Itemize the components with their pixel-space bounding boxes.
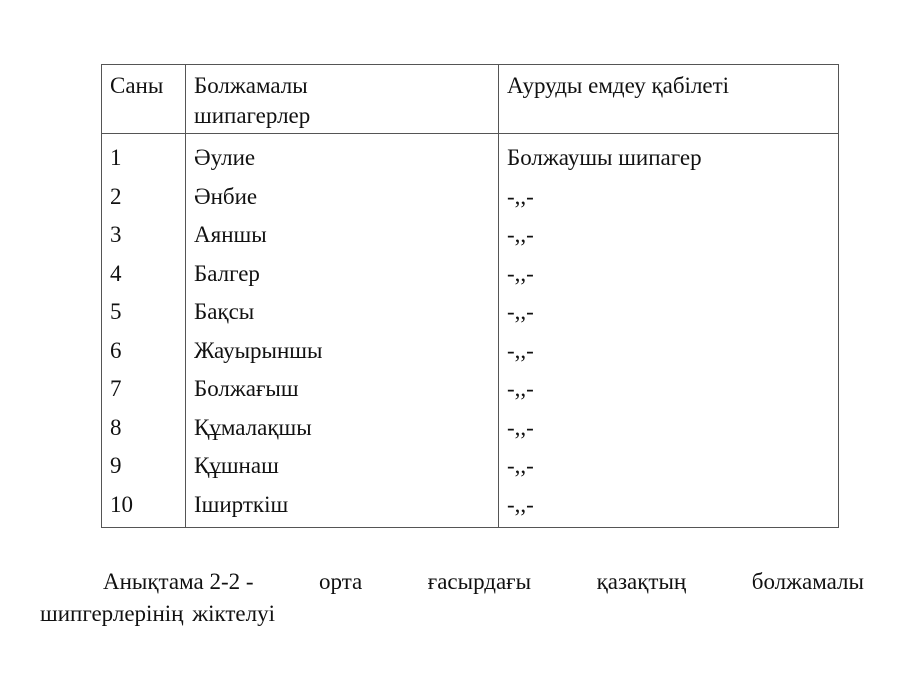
cell-ability: -,,- bbox=[499, 370, 839, 409]
cell-number: 4 bbox=[102, 255, 186, 294]
table-row bbox=[102, 293, 839, 332]
cell-number: 9 bbox=[102, 447, 186, 486]
cell-healer: Әнбие bbox=[186, 178, 499, 217]
cell-number: 5 bbox=[102, 293, 186, 332]
cell-ability: -,,- bbox=[499, 447, 839, 486]
table-row bbox=[102, 216, 839, 255]
cell-healer: Аяншы bbox=[186, 216, 499, 255]
table-header-row bbox=[102, 65, 839, 134]
cell-healer: Балгер bbox=[186, 255, 499, 294]
cell-number: 2 bbox=[102, 178, 186, 217]
caption-word: Анықтама 2-2 - bbox=[103, 569, 254, 594]
table-row bbox=[102, 134, 839, 178]
cell-number: 7 bbox=[102, 370, 186, 409]
healers-table bbox=[101, 64, 839, 528]
cell-ability: -,,- bbox=[499, 409, 839, 448]
cell-healer: Жауырыншы bbox=[186, 332, 499, 371]
cell-number: 8 bbox=[102, 409, 186, 448]
header-healers-line1: Болжамалы bbox=[194, 73, 308, 98]
table-row bbox=[102, 332, 839, 371]
table-body bbox=[102, 134, 839, 528]
cell-healer: Бақсы bbox=[186, 293, 499, 332]
table-row bbox=[102, 447, 839, 486]
cell-ability: -,,- bbox=[499, 486, 839, 528]
header-healers bbox=[186, 65, 499, 134]
cell-healer: Іширткіш bbox=[186, 486, 499, 528]
table-row bbox=[102, 409, 839, 448]
table-row bbox=[102, 255, 839, 294]
table-row bbox=[102, 370, 839, 409]
header-number: Саны bbox=[102, 65, 186, 134]
cell-ability: -,,- bbox=[499, 255, 839, 294]
cell-number: 1 bbox=[102, 134, 186, 178]
cell-number: 10 bbox=[102, 486, 186, 528]
caption-word: қазақтың bbox=[596, 569, 687, 594]
cell-ability: -,,- bbox=[499, 216, 839, 255]
caption-line-1 bbox=[40, 566, 864, 598]
cell-ability: -,,- bbox=[499, 332, 839, 371]
table-row bbox=[102, 178, 839, 217]
caption-word: орта bbox=[319, 569, 363, 594]
cell-number: 3 bbox=[102, 216, 186, 255]
header-ability: Ауруды емдеу қабілеті bbox=[499, 65, 839, 134]
cell-number: 6 bbox=[102, 332, 186, 371]
cell-healer: Құмалақшы bbox=[186, 409, 499, 448]
cell-healer: Құшнаш bbox=[186, 447, 499, 486]
cell-ability: -,,- bbox=[499, 178, 839, 217]
caption-word: ғасырдағы bbox=[427, 569, 532, 594]
header-healers-line2: шипагерлер bbox=[194, 103, 311, 128]
cell-ability: Болжаушы шипагер bbox=[499, 134, 839, 178]
caption-word: болжамалы bbox=[751, 569, 864, 594]
cell-ability: -,,- bbox=[499, 293, 839, 332]
cell-healer: Әулие bbox=[186, 134, 499, 178]
cell-healer: Болжағыш bbox=[186, 370, 499, 409]
table-row bbox=[102, 486, 839, 528]
table-caption bbox=[40, 566, 864, 630]
caption-line-2: шипгерлерінің жіктелуі bbox=[40, 601, 275, 626]
